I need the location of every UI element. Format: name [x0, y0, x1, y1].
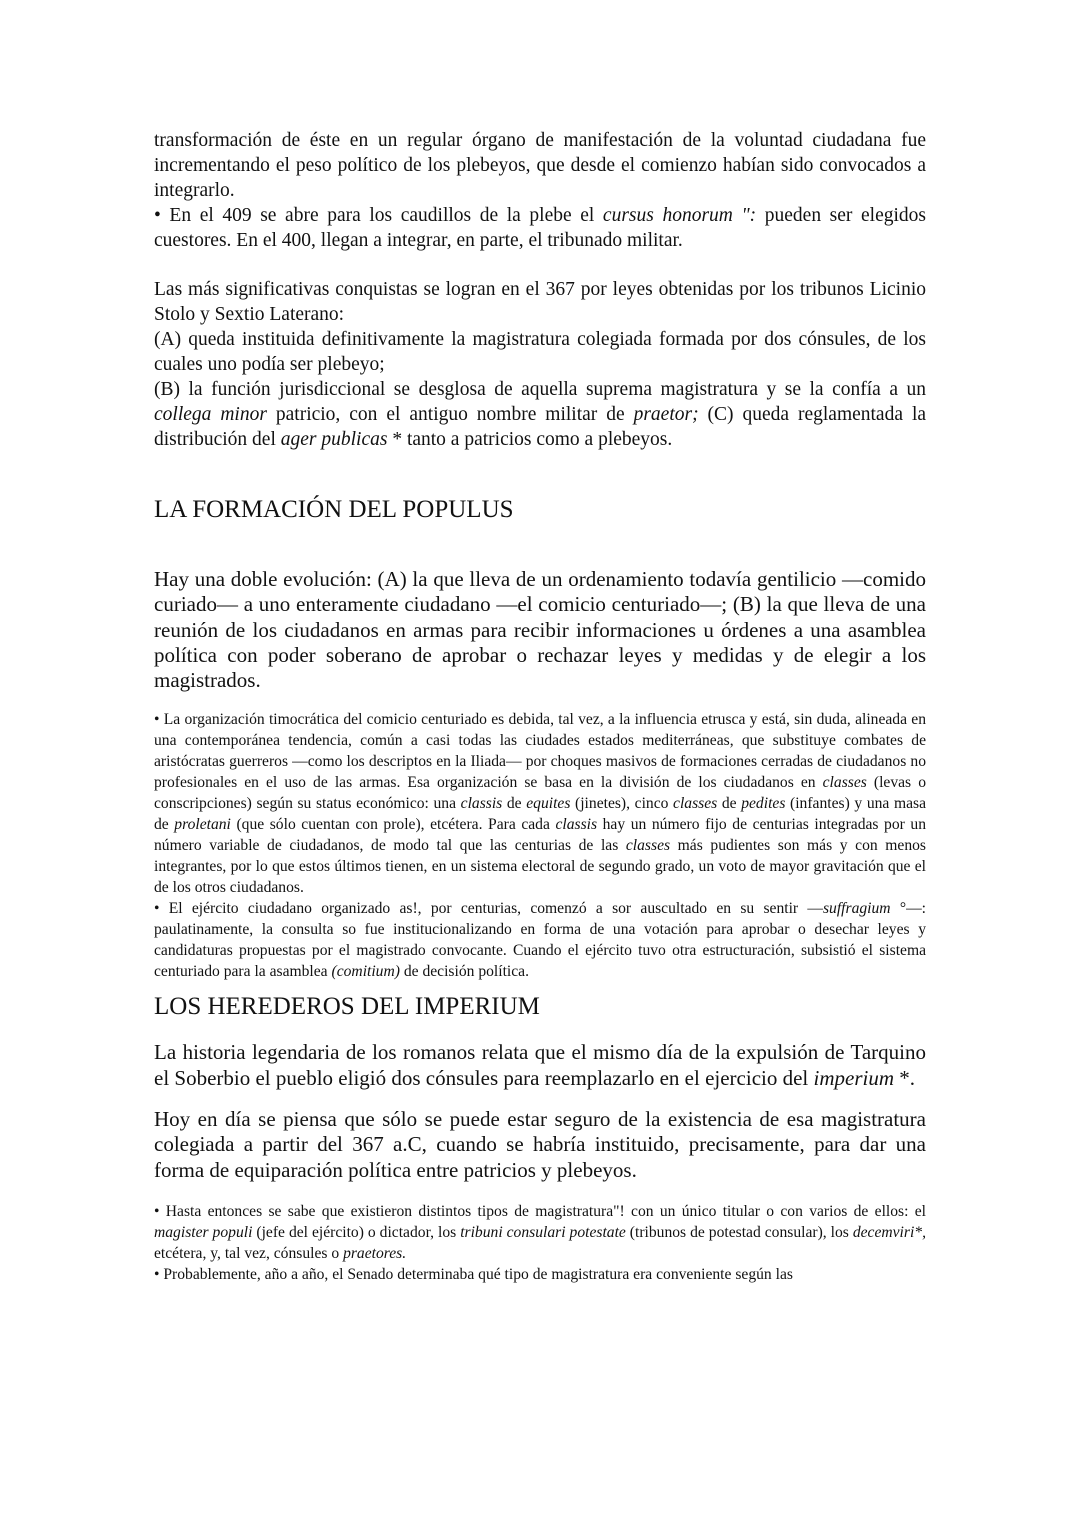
section-title-imperium: LOS HEREDEROS DEL IMPERIUM — [154, 993, 540, 1021]
populus-note-timocratica: • La organización timocrática del comicio centuriado es debida, tal vez, a la influencia etrusca y está, sin duda, alineada en una contemporánea tendencia, común a casi todas las ciudades estados mediterráneas, que substituye combates de aristócratas guerreros —como los descriptos en la Iliada— por choques masivos de formaciones cerradas de ciudadanos no profesionales en el uso de las armas. Esa organización se basa en la división de los ciudadanos en classes (levas o conscripciones) según su status económico: una classis de equites (jinetes), cinco classes de pedites (infantes) y una masa de proletani (que sólo cuentan con prole), etcétera. Para cada classis hay un número fijo de centurias integradas por un número variable de ciudadanos, de modo tal que las centurias de las classes más pudientes son más y con menos integrantes, por lo que estos últimos tienen, en un sistema electoral de segundo grado, un voto de mayor gravitación que el de los otros ciudadanos. — [154, 711, 927, 897]
populus-paragraph: Hay una doble evolución: (A) la que lleva de un ordenamiento todavía gentilicio —comido curiado— a uno enteramente ciudadano —el comicio centuriado—; (B) la que lleva de una reunión de los ciudadanos en armas para recibir informaciones u órdenes a una asamblea política con poder soberano de aprobar o rechazar leyes y medidas y de elegir a los magistrados. — [154, 567, 926, 693]
populus-note-suffragium: • El ejército ciudadano organizado as!, por centurias, comenzó a sor auscultado en su sentir —suffragium °—: paulatinamente, la consulta so fue institucionalizando en forma de una votación para aprobar o desechar leyes y candidaturas propuestas por el magistrado convocante. Cuando el ejército tuvo otra estructuración, subsistió el sistema centuriado para la asamblea (comitium) de decisión política. — [154, 900, 927, 981]
imperium-note-magistraturas: • Hasta entonces se sabe que existieron distintos tipos de magistratura"! con un único titular o con varios de ellos: el magister populi (jefe del ejército) o dictador, los tribuni consulari potestate (tribunos de potestad consular), los decemviri*, etcétera, y, tal vez, cónsules o praetores. — [154, 1202, 926, 1262]
intro-paragraph: transformación de éste en un regular órgano de manifestación de la voluntad ciudadana fue incrementando el peso político de los plebeyos, que desde el comienzo habían sido convocados a integrarlo. — [154, 130, 926, 201]
conquistas-item-b-c: (B) la función jurisdiccional se desglosa de aquella suprema magistratura y se la confía a un collega minor patricio, con el antiguo nombre militar de praetor; (C) queda reglamentada la distribución del ager publicas * tanto a patricios como a plebeyos. — [154, 379, 927, 450]
section-title-populus: LA FORMACIÓN DEL POPULUS — [154, 496, 514, 523]
conquistas-item-a: (A) queda instituida definitivamente la magistratura colegiada formada por dos cónsules, de los cuales uno podía ser plebeyo; — [154, 329, 926, 375]
imperium-paragraph-1: La historia legendaria de los romanos relata que el mismo día de la expulsión de Tarquino el Soberbio el pueblo eligió dos cónsules para reemplazarlo en el ejercicio del imperium *. — [154, 1040, 926, 1090]
imperium-note-senado: • Probablemente, año a año, el Senado determinaba qué tipo de magistratura era conveniente según las — [154, 1265, 793, 1283]
intro-bullet-cursus-honorum: • En el 409 se abre para los caudillos de la plebe el cursus honorum ": pueden ser elegidos cuestores. En el 400, llegan a integrar, en parte, el tribunado militar. — [154, 205, 926, 251]
document-page — [154, 128, 926, 1285]
conquistas-lead: Las más significativas conquistas se logran en el 367 por leyes obtenidas por los tribunos Licinio Stolo y Sextio Laterano: — [154, 279, 926, 325]
imperium-paragraph-2: Hoy en día se piensa que sólo se puede estar seguro de la existencia de esa magistratura colegiada a partir del 367 a.C, cuando se habría instituido, precisamente, para dar una forma de equiparación política entre patricios y plebeyos. — [154, 1107, 926, 1182]
